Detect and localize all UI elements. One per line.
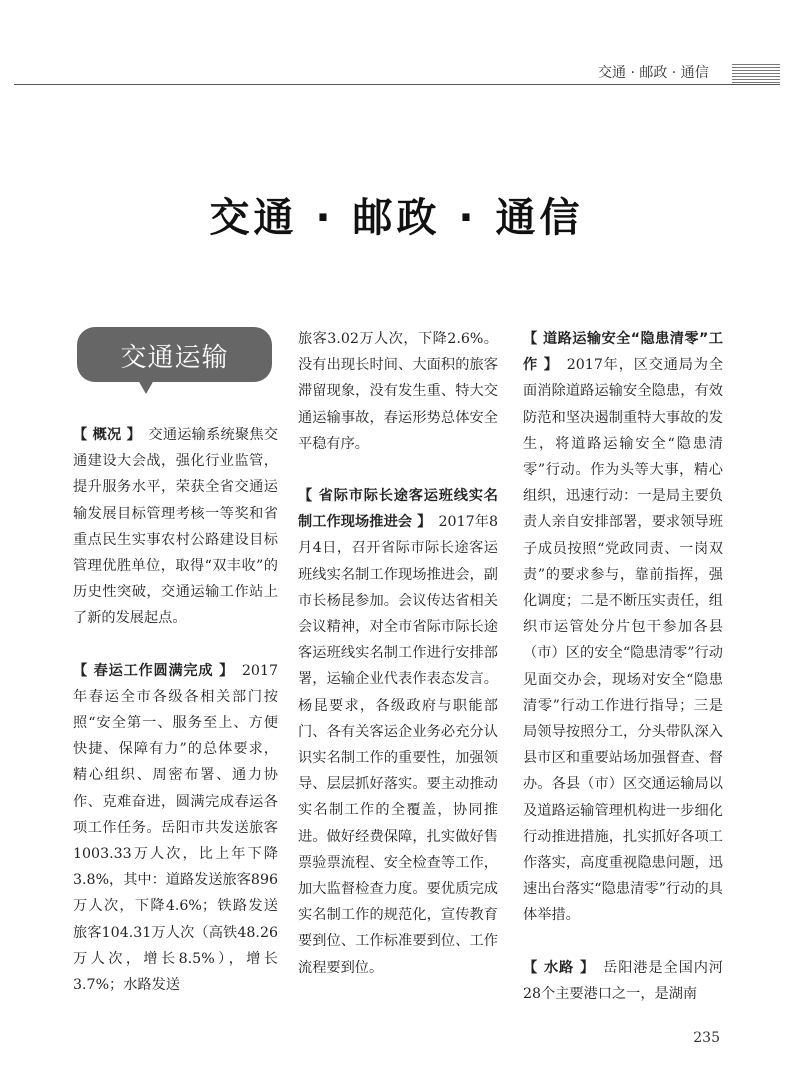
paragraph-body: 2017年，区交通局为全面消除道路运输安全隐患，有效防范和坚决遏制重特大事故的发生，将道路运输安全“隐患清零”行动。作为头等大事，精心组织，迅速行动：一是局主要负责人亲自安排部署，要求领导班子成员按照“党政同责、一岗双责”的要求参与，靠前指挥，强化调度；二是不断压实责任，组织市运管处分片包干参加各县（市）区的安全“隐患清零”行动见面交办会，现场对安全“隐患清零”行动工作进行指导；三是局领导按照分工，分头带队深入县市区和重要站场加强督查、督办。各县（市）区交通运输局以及道路运输管理机构进一步细化行动推进措施，扎实抓好各项工作落实，高度重视隐患问题，迅速出台落实“隐患清零”行动的具体举措。	[523, 357, 724, 924]
paragraph-body: 交通运输系统聚焦交通建设大会战，强化行业监管，提升服务水平，荣获全省交通运输发展目标管理考核一等奖和省重点民生实事农村公路建设目标管理优胜单位，取得“双丰收”的历史性突破，交通运输工作站上了新的发展起点。	[73, 427, 278, 627]
paragraph-heading: 【 道路运输安全“隐患清零”工作 】	[523, 331, 723, 374]
section-title: 交通运输	[120, 343, 229, 373]
running-header: 交通 · 邮政 · 通信	[598, 65, 709, 81]
paragraph-heading: 【 水路 】	[523, 959, 588, 976]
paragraph-road-safety	[523, 326, 723, 929]
text-column-3	[523, 326, 723, 1033]
page-number: 235	[693, 1030, 720, 1046]
paragraph-heading: 【 概况 】	[73, 427, 134, 443]
header-rule	[14, 84, 780, 85]
paragraph-body: 2017年8月4日，召开省际市际长途客运班线实名制工作现场推进会，副市长杨昆参加。会议传达省相关会议精神，对全市省际市际长途客运班线实名制工作进行安排部署，运输企业代表作表态发言。杨昆要求，各级政府与职能部门、各有关客运企业务必充分认识实名制工作的重要性，加强领导、层层抓好落实。要主动推动实名制工作的全覆盖，协同推进。做好经费保障，扎实做好售票验票流程、安全检查等工作，加大监督检查力度。要优质完成实名制工作的规范化，宣传教育要到位、工作标准要到位、工作流程要到位。	[298, 514, 498, 976]
paragraph-body: 旅客3.02万人次，下降2.6%。没有出现长时间、大面积的旅客滞留现象，没有发生重、特大交通运输事故，春运形势总体安全平稳有序。	[298, 331, 498, 452]
header-decoration	[732, 64, 780, 85]
section-badge-pointer	[138, 380, 154, 394]
paragraph-waterway	[523, 955, 723, 1007]
paragraph-real-name-meeting	[298, 483, 498, 981]
paragraph-spring-transport	[73, 658, 278, 999]
paragraph-body: 2017年春运全市各级各相关部门按照“安全第一、服务至上、方便快捷、保障有力”的总体要求，精心组织、周密布署、通力协作、克难奋进，圆满完成春运各项工作任务。岳阳市共发送旅客1003.33万人次，比上年下降3.8%，其中：道路发送旅客896万人次，下降4.6%；铁路发送旅客104.31万人次（高铁48.26万人次，增长8.5%），增长3.7%；水路发送	[73, 662, 279, 994]
paragraph-heading: 【 省际市际长途客运班线实名制工作现场推进会 】	[298, 488, 498, 531]
paragraph-body: 岳阳港是全国内河28个主要港口之一，是湖南	[523, 959, 723, 1002]
text-column-2	[298, 326, 498, 1007]
paragraph-spring-transport-cont	[298, 326, 498, 457]
paragraph-heading: 【 春运工作圆满完成 】	[73, 662, 227, 679]
chapter-title: 交通 · 邮政 · 通信	[209, 195, 584, 241]
paragraph-overview	[73, 422, 278, 632]
text-column-1	[73, 422, 278, 1024]
